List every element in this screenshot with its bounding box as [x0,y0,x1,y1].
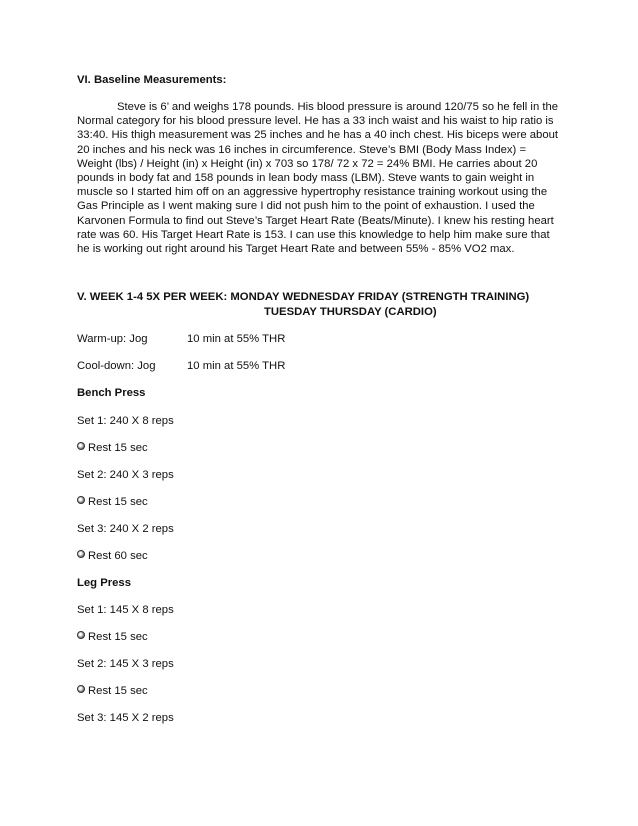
warmup-row [77,333,286,345]
bench-rest-1 [77,442,148,454]
leg-set-3: Set 3: 145 X 2 reps [77,712,174,724]
bench-rest-2-text: Rest 15 sec [88,496,148,508]
circle-bullet-icon [77,550,85,558]
leg-rest-2 [77,685,148,697]
section-heading-baseline: VI. Baseline Measurements: [77,74,227,86]
cooldown-label: Cool-down: Jog [77,360,156,372]
leg-rest-1-text: Rest 15 sec [88,631,148,643]
leg-press-title: Leg Press [77,577,132,589]
warmup-label: Warm-up: Jog [77,333,148,345]
leg-rest-1 [77,631,148,643]
week-heading-line2: TUESDAY THURSDAY (CARDIO) [264,306,437,318]
baseline-paragraph-text: Steve is 6’ and weighs 178 pounds. His blood pressure is around 120/75 so he fell in the Normal category for his blood pressure level. He has a 33 inch waist and his waist to hip ratio is 33:40. His thigh measurement was 25 inches and he has a 40 inch chest. His biceps were about 20 inches and his neck was 16 inches in circumference. Steve’s BMI (Body Mass Index) = Weight (lbs) / Height (in) x Height (in) x 703 so 178/ 72 x 72 = 24% BMI. He carries about 20 pounds in body fat and 158 pounds in lean body mass (LBM). Steve wants to gain weight in muscle so I started him off on an aggressive hypertrophy resistance training workout using the Gas Principle as I went making sure I did not push him to the point of exhaustion. I used the Karvonen Formula to find out Steve’s Target Heart Rate (Beats/Minute). I knew his resting heart rate was 60. His Target Heart Rate is 153. I can use this knowledge to help him make sure that he is working out right around his Target Heart Rate and between 55% - 85% VO2 max. [77,101,559,256]
baseline-paragraph [77,100,563,256]
leg-set-1: Set 1: 145 X 8 reps [77,604,174,616]
warmup-value: 10 min at 55% THR [187,333,286,345]
week-heading-line1: V. WEEK 1-4 5X PER WEEK: MONDAY WEDNESDAY FRIDAY (STRENGTH TRAINING) [77,291,530,303]
leg-set-2: Set 2: 145 X 3 reps [77,658,174,670]
leg-rest-2-text: Rest 15 sec [88,685,148,697]
bench-rest-3-text: Rest 60 sec [88,550,148,562]
bench-set-2: Set 2: 240 X 3 reps [77,469,174,481]
bench-set-1: Set 1: 240 X 8 reps [77,415,174,427]
cooldown-row [77,360,286,372]
bench-rest-1-text: Rest 15 sec [88,442,148,454]
bench-press-title: Bench Press [77,387,146,399]
circle-bullet-icon [77,631,85,639]
cooldown-value: 10 min at 55% THR [187,360,286,372]
bench-rest-3 [77,550,148,562]
bench-set-3: Set 3: 240 X 2 reps [77,523,174,535]
circle-bullet-icon [77,442,85,450]
circle-bullet-icon [77,685,85,693]
circle-bullet-icon [77,496,85,504]
bench-rest-2 [77,496,148,508]
